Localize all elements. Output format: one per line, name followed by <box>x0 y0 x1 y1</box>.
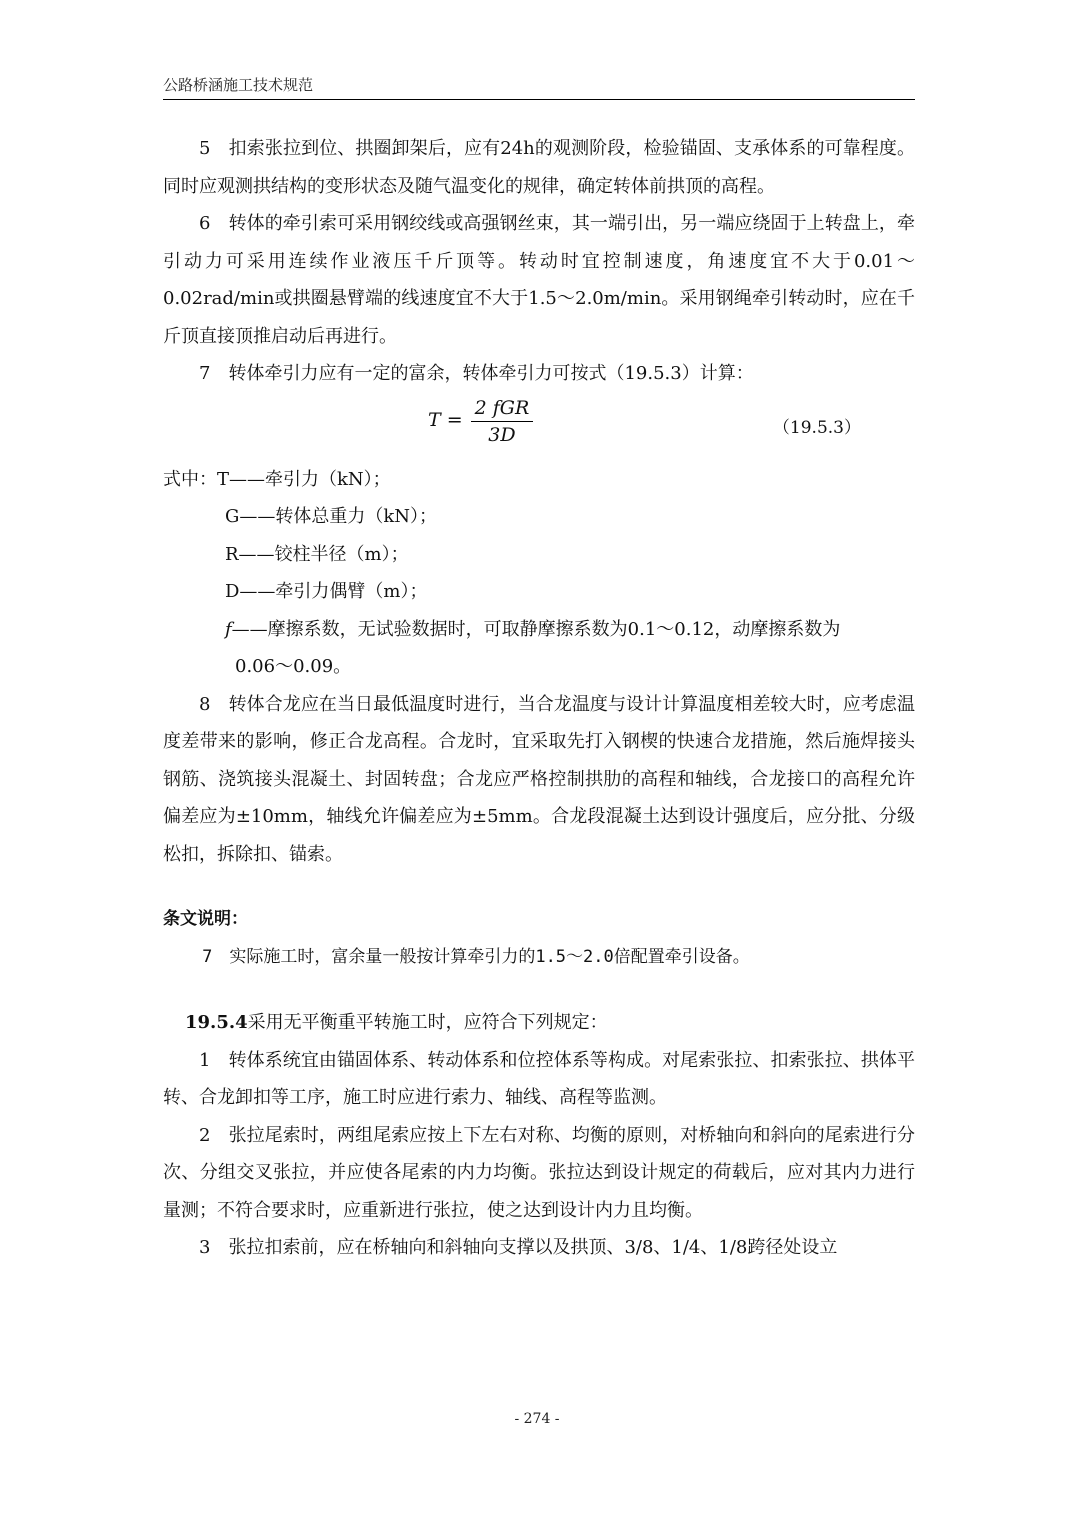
formula-fraction <box>471 395 534 448</box>
variable-definition: D——牵引力偶臂（m）； <box>225 581 428 602</box>
variable-f-text: ——摩擦系数，无试验数据时，可取静摩擦系数为0.1～0.12，动摩擦系数为 <box>231 618 841 640</box>
section-title: 采用无平衡重平转施工时，应符合下列规定： <box>247 1012 608 1033</box>
variable-definition: G——转体总重力（kN）； <box>225 506 438 527</box>
section-number: 19.5.4 <box>185 1012 248 1033</box>
variable-f-continuation: 0.06～0.09。 <box>235 656 352 677</box>
spacer <box>163 873 915 901</box>
formula-block <box>163 395 915 455</box>
paragraph-item-5: 5 扣索张拉到位、拱圈卸架后，应有24h的观测阶段，检验锚固、支承体系的可靠程度。同时应观测拱结构的变形状态及随气温变化的规律，确定转体前拱顶的高程。 <box>163 138 915 197</box>
where-clause: 式中：T——牵引力（kN）； <box>163 468 391 490</box>
paragraph-item-8: 8 转体合龙应在当日最低温度时进行，当合龙温度与设计计算温度相差较大时，应考虑温度差带来的影响，修正合龙高程。合龙时，宜采取先打入钢楔的快速合龙措施，然后施焊接头钢筋、浇筑接头混凝土、封固转盘；合龙应严格控制拱肋的高程和轴线，合龙接口的高程允许偏差应为±10mm，轴线允许偏差应为±5mm。合龙段混凝土达到设计强度后，应分批、分级松扣，拆除扣、锚索。 <box>163 693 915 865</box>
variable-definition: R——铰柱半径（m）； <box>225 543 409 565</box>
paragraph-item-2: 2 张拉尾索时，两组尾索应按上下左右对称、均衡的原则，对桥轴向和斜向的尾索进行分次、分组交叉张拉，并应使各尾索的内力均衡。张拉达到设计规定的荷载后，应对其内力进行量测；不符合要求时，应重新进行张拉，使之达到设计内力且均衡。 <box>163 1124 915 1221</box>
paragraph-item-6: 6 转体的牵引索可采用钢绞线或高强钢丝束，其一端引出，另一端应绕固于上转盘上，牵引动力可采用连续作业液压千斤顶等。转动时宜控制速度，角速度宜不大于0.01～0.02rad/min或拱圈悬臂端的线速度宜不大于1.5～2.0m/min。采用钢绳牵引转动时，应在千斤顶直接顶推启动后再进行。 <box>163 213 915 347</box>
page-content <box>163 130 915 1267</box>
paragraph-item-7: 7 转体牵引力应有一定的富余，转体牵引力可按式（19.5.3）计算： <box>199 363 754 384</box>
page-number: - 274 - <box>514 1411 560 1427</box>
commentary-title: 条文说明： <box>163 909 248 929</box>
section-heading <box>163 1004 915 1042</box>
formula-expression <box>428 395 533 448</box>
header-divider <box>163 99 915 100</box>
variable-definition-f <box>163 611 915 649</box>
spacer <box>163 976 915 1004</box>
paragraph-item-1: 1 转体系统宜由锚固体系、转动体系和位控体系等构成。对尾索张拉、扣索张拉、拱体平转、合龙卸扣等工序，施工时应进行索力、轴线、高程等监测。 <box>163 1049 915 1108</box>
formula-numerator: 2 fGR <box>474 396 530 419</box>
variable-symbol-f: f <box>225 618 232 640</box>
paragraph-item-3: 3 张拉扣索前，应在桥轴向和斜轴向支撑以及拱顶、3/8、1/4、1/8跨径处设立 <box>199 1237 838 1258</box>
formula-denominator: 3D <box>488 423 516 446</box>
formula-lhs: T = <box>428 409 463 432</box>
commentary-text: 7 实际施工时，富余量一般按计算牵引力的1.5～2.0倍配置牵引设备。 <box>202 946 750 967</box>
running-header: 公路桥涵施工技术规范 <box>163 76 314 94</box>
formula-number: （19.5.3） <box>772 417 861 438</box>
